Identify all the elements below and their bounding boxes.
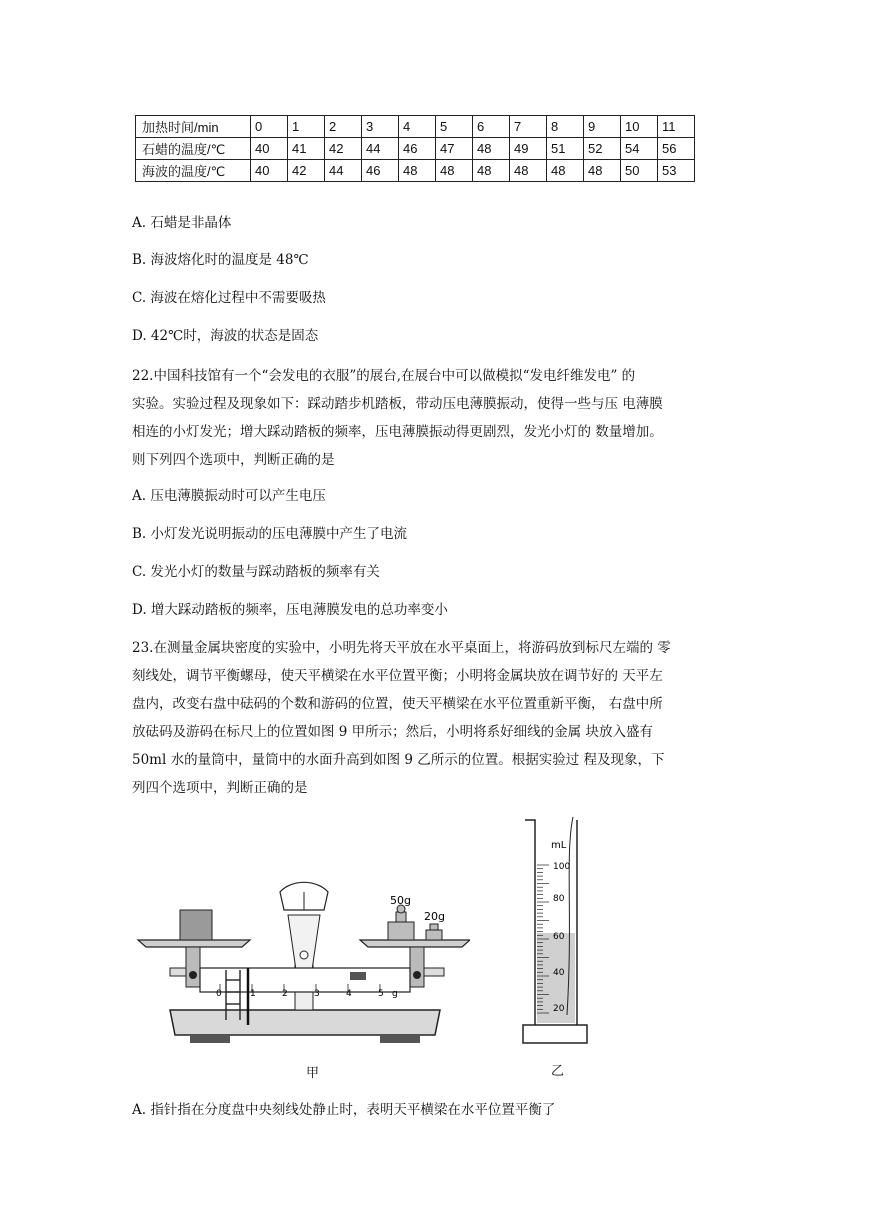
table-row <box>136 116 695 138</box>
q22-stem-line: 则下列四个选项中，判断正确的是 <box>132 452 335 468</box>
q23-stem <box>132 634 744 802</box>
scale-tick-5: 5 <box>378 989 384 999</box>
table-cell: 8 <box>547 116 584 138</box>
scale-unit: g <box>392 989 398 999</box>
q22-option-a: A. 压电薄膜振动时可以产生电压 <box>132 488 326 504</box>
scale-tick-0: 0 <box>216 989 222 999</box>
table-cell: 46 <box>362 160 399 182</box>
table-row <box>136 160 695 182</box>
table-cell: 44 <box>325 160 362 182</box>
q23-stem-line: 列四个选项中，判断正确的是 <box>132 780 308 796</box>
table-cell: 54 <box>621 138 658 160</box>
row-header: 海波的温度/℃ <box>136 160 251 182</box>
weight-50-label: 50g <box>390 894 411 907</box>
table-cell: 40 <box>251 160 288 182</box>
table-cell: 41 <box>288 138 325 160</box>
q23-stem-line: 50ml 水的量筒中，量筒中的水面升高到如图 9 乙所示的位置。根据实验过 程及现象，下 <box>132 752 665 768</box>
cylinder-tick-80: 80 <box>553 894 565 904</box>
table-cell: 53 <box>658 160 695 182</box>
table-cell: 1 <box>288 116 325 138</box>
q22-option-b: B. 小灯发光说明振动的压电薄膜中产生了电流 <box>132 526 408 542</box>
cylinder-tick-60: 60 <box>553 932 565 942</box>
cylinder-tick-20: 20 <box>553 1004 565 1014</box>
cylinder-unit: mL <box>551 840 567 851</box>
q23-stem-line: 刻线处，调节平衡螺母，使天平横梁在水平位置平衡；小明将金属块放在调节好的 天平左 <box>132 668 663 684</box>
table-cell: 42 <box>288 160 325 182</box>
q23-stem-line: 放砝码及游码在标尺上的位置如图 9 甲所示；然后，小明将系好细线的金属 块放入盛有 <box>132 724 653 740</box>
table-cell: 48 <box>399 160 436 182</box>
table-cell: 10 <box>621 116 658 138</box>
table-cell: 48 <box>436 160 473 182</box>
table-cell: 11 <box>658 116 695 138</box>
table-cell: 46 <box>399 138 436 160</box>
q22-option-d: D. 增大踩动踏板的频率，压电薄膜发电的总功率变小 <box>132 602 448 618</box>
table-row <box>136 138 695 160</box>
q22-stem-line: 实验。实验过程及现象如下：踩动踏步机踏板，带动压电薄膜振动，使得一些与压 电薄膜 <box>132 396 663 412</box>
q22-stem-line: 22.中国科技馆有一个“会发电的衣服”的展台,在展台中可以做模拟“发电纤维发电” 的 <box>132 368 636 384</box>
temperature-table <box>135 115 695 182</box>
table-cell: 5 <box>436 116 473 138</box>
weight-20-label: 20g <box>424 910 445 923</box>
scale-tick-1: 1 <box>250 989 256 999</box>
table-cell: 47 <box>436 138 473 160</box>
table-cell: 48 <box>584 160 621 182</box>
table-cell: 50 <box>621 160 658 182</box>
table-cell: 44 <box>362 138 399 160</box>
balance-caption: 甲 <box>306 1066 320 1081</box>
cylinder-tick-40: 40 <box>553 968 565 978</box>
table-cell: 52 <box>584 138 621 160</box>
table-cell: 49 <box>510 138 547 160</box>
table-cell: 48 <box>473 138 510 160</box>
scale-tick-2: 2 <box>282 989 288 999</box>
q21-option-b: B. 海波熔化时的温度是 48℃ <box>132 252 309 268</box>
row-header: 加热时间/min <box>136 116 251 138</box>
table-cell: 7 <box>510 116 547 138</box>
cylinder-tick-100: 100 <box>553 862 571 872</box>
table-cell: 6 <box>473 116 510 138</box>
balance-figure <box>130 820 470 1060</box>
table-cell: 48 <box>473 160 510 182</box>
table-cell: 3 <box>362 116 399 138</box>
scale-tick-3: 3 <box>314 989 320 999</box>
q22-stem-line: 相连的小灯发光；增大踩动踏板的频率，压电薄膜振动得更剧烈，发光小灯的 数量增加。 <box>132 424 663 440</box>
table-cell: 4 <box>399 116 436 138</box>
cylinder-figure <box>515 815 595 1055</box>
row-header: 石蜡的温度/℃ <box>136 138 251 160</box>
table-cell: 0 <box>251 116 288 138</box>
q21-option-a: A. 石蜡是非晶体 <box>132 215 232 231</box>
table-cell: 48 <box>547 160 584 182</box>
q22-option-c: C. 发光小灯的数量与踩动踏板的频率有关 <box>132 564 380 580</box>
q22-stem <box>132 362 744 474</box>
table-cell: 40 <box>251 138 288 160</box>
q23-option-a: A. 指针指在分度盘中央刻线处静止时，表明天平横梁在水平位置平衡了 <box>132 1102 556 1118</box>
table-cell: 56 <box>658 138 695 160</box>
q23-stem-line: 盘内，改变右盘中砝码的个数和游码的位置，使天平横梁在水平位置重新平衡， 右盘中所 <box>132 696 663 712</box>
table-cell: 9 <box>584 116 621 138</box>
q23-stem-line: 23.在测量金属块密度的实验中，小明先将天平放在水平桌面上，将游码放到标尺左端的 零 <box>132 640 671 656</box>
q21-option-d: D. 42℃时，海波的状态是固态 <box>132 328 319 344</box>
table-cell: 51 <box>547 138 584 160</box>
scale-tick-4: 4 <box>346 989 352 999</box>
table-cell: 42 <box>325 138 362 160</box>
table-cell: 48 <box>510 160 547 182</box>
cylinder-caption: 乙 <box>551 1064 565 1079</box>
table-cell: 2 <box>325 116 362 138</box>
q21-option-c: C. 海波在熔化过程中不需要吸热 <box>132 290 326 306</box>
